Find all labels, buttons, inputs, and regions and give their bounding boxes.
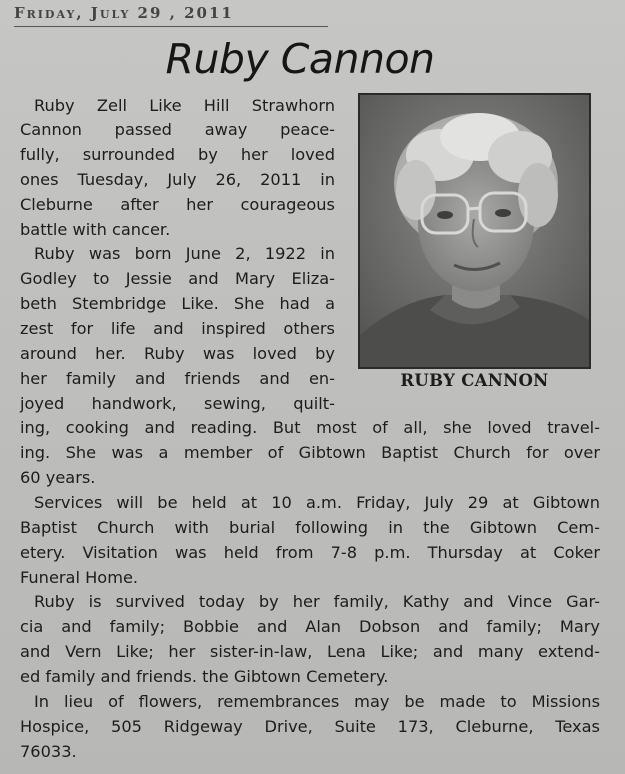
body-line: Services will be held at 10 a.m. Friday, July 29 at Gibtown: [34, 493, 600, 512]
body-line: her family and friends and en-: [20, 369, 335, 388]
body-line: cia and family; Bobbie and Alan Dobson and family; Mary: [20, 617, 600, 636]
body-line: around her. Ruby was loved by: [20, 344, 335, 363]
body-line: Ruby was born June 2, 1922 in: [34, 244, 335, 263]
body-line: fully, surrounded by her loved: [20, 145, 335, 164]
body-line: Ruby is survived today by her family, Kathy and Vince Gar-: [34, 592, 600, 611]
body-line: 60 years.: [20, 468, 96, 487]
photo-caption: RUBY CANNON: [400, 371, 549, 390]
body-line: Baptist Church with burial following in the Gibtown Cem-: [20, 518, 600, 537]
body-line: Hospice, 505 Ridgeway Drive, Suite 173, Cleburne, Texas: [20, 717, 600, 736]
body-line: Cleburne after her courageous: [20, 195, 335, 214]
body-line: zest for life and inspired others: [20, 319, 335, 338]
body-line: In lieu of flowers, remembrances may be made to Missions: [34, 692, 600, 711]
body-line: Cannon passed away peace-: [20, 120, 335, 139]
body-line: Ruby Zell Like Hill Strawhorn: [34, 96, 335, 115]
portrait-photo: [358, 93, 591, 369]
body-line: joyed handwork, sewing, quilt-: [20, 394, 335, 413]
body-line: beth Stembridge Like. She had a: [20, 294, 335, 313]
body-line: Funeral Home.: [20, 568, 139, 587]
dateline: Friday, July 29 , 2011: [14, 4, 328, 27]
body-line: and Vern Like; her sister-in-law, Lena Like; and many extend-: [20, 642, 600, 661]
body-line: Godley to Jessie and Mary Eliza-: [20, 269, 335, 288]
body-line: battle with cancer.: [20, 220, 171, 239]
body-line: 76033.: [20, 742, 77, 761]
body-line: etery. Visitation was held from 7-8 p.m. Thursday at Coker: [20, 543, 600, 562]
body-line: ing. She was a member of Gibtown Baptist Church for over: [20, 443, 600, 462]
body-line: ing, cooking and reading. But most of all, she loved travel-: [20, 418, 600, 437]
headline: Ruby Cannon: [165, 35, 435, 83]
body-line: ones Tuesday, July 26, 2011 in: [20, 170, 335, 189]
body-line: ed family and friends. the Gibtown Cemetery.: [20, 667, 389, 686]
